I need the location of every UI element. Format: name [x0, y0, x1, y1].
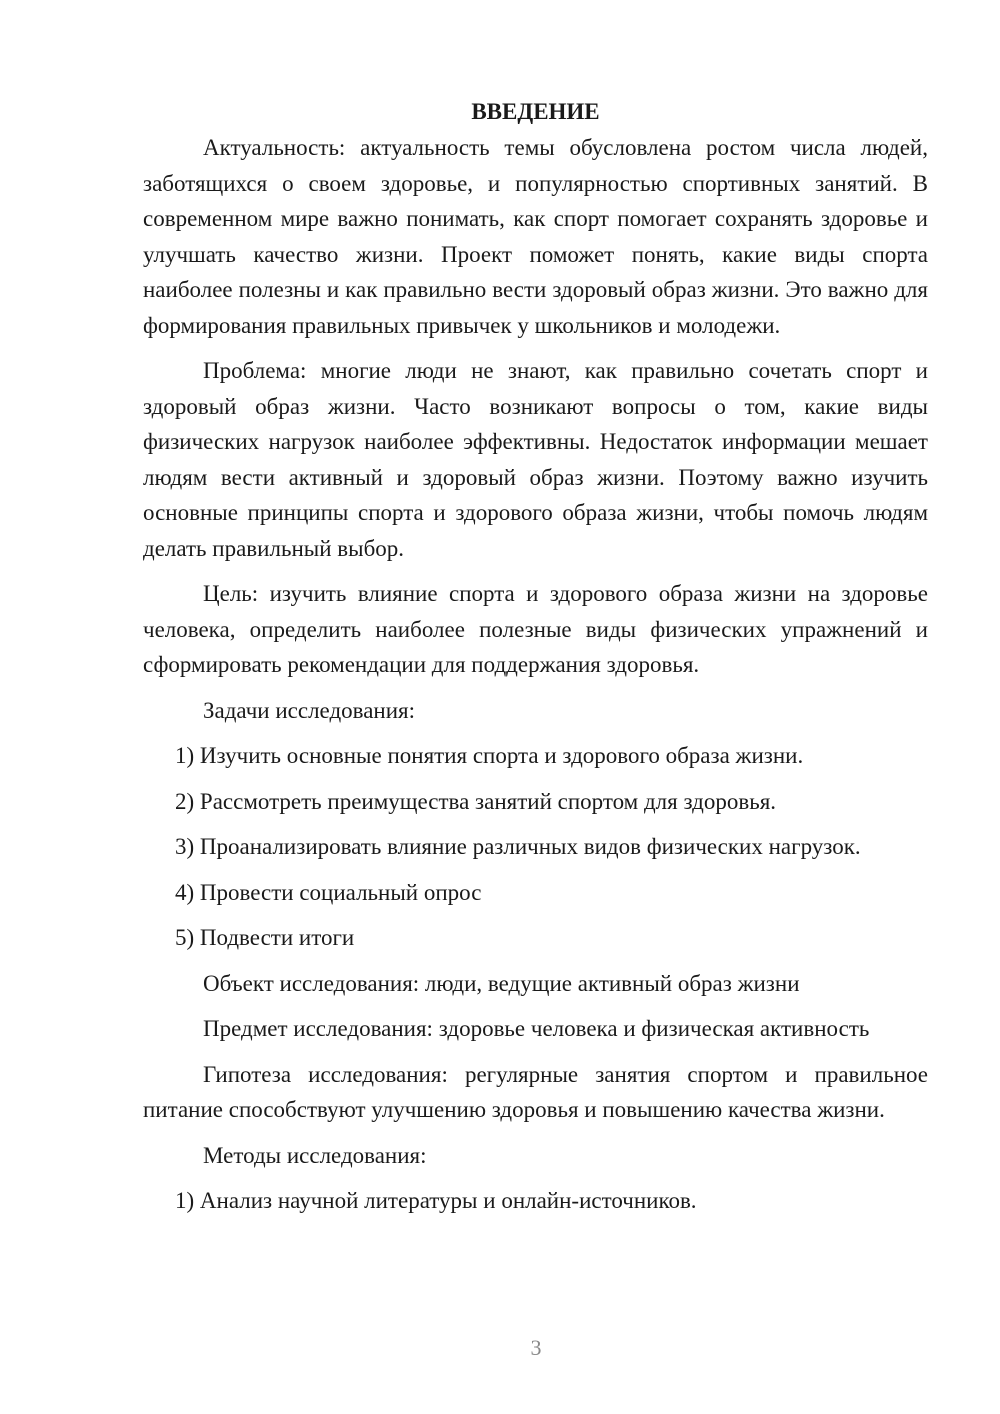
- tasks-list: [143, 738, 928, 956]
- page-number: 3: [530, 1335, 542, 1360]
- methods-list: [143, 1183, 928, 1219]
- task-item: 2) Рассмотреть преимущества занятий спортом для здоровья.: [175, 788, 777, 814]
- task-item: 4) Провести социальный опрос: [175, 879, 482, 905]
- tasks-heading: Задачи исследования:: [203, 697, 416, 723]
- research-object: Объект исследования: люди, ведущие активный образ жизни: [203, 970, 800, 996]
- task-item: 5) Подвести итоги: [175, 925, 355, 950]
- research-subject: Предмет исследования: здоровье человека и физическая активность: [203, 1016, 870, 1041]
- task-item: 1) Изучить основные понятия спорта и здорового образа жизни.: [175, 743, 804, 768]
- method-item: 1) Анализ научной литературы и онлайн-источников.: [175, 1188, 697, 1213]
- paragraph-goal: Цель: изучить влияние спорта и здорового образа жизни на здоровье человека, определить наиболее полезные виды физических упражнений и сформировать рекомендации для поддержания здоровья.: [143, 581, 928, 677]
- page-content: [143, 94, 928, 1219]
- paragraph-relevance: Актуальность: актуальность темы обусловлена ростом числа людей, заботящихся о своем здоровье, и популярностью спортивных занятий. В современном мире важно понимать, как спорт помогает сохранять здоровье и улучшать качество жизни. Проект поможет понять, какие виды спорта наиболее полезны и как правильно вести здоровый образ жизни. Это важно для формирования правильных привычек у школьников и молодежи.: [143, 135, 928, 338]
- paragraph-problem: Проблема: многие люди не знают, как правильно сочетать спорт и здоровый образ жизни. Часто возникают вопросы о том, какие виды физических нагрузок наиболее эффективны. Недостаток информации мешает людям вести активный и здоровый образ жизни. Поэтому важно изучить основные принципы спорта и здорового образа жизни, чтобы помочь людям делать правильный выбор.: [143, 358, 928, 561]
- methods-heading: Методы исследования:: [203, 1142, 427, 1168]
- task-item: 3) Проанализировать влияние различных видов физических нагрузок.: [175, 834, 861, 859]
- research-hypothesis: Гипотеза исследования: регулярные занятия спортом и правильное питание способствуют улучшению здоровья и повышению качества жизни.: [143, 1061, 928, 1122]
- section-title: ВВЕДЕНИЕ: [471, 99, 600, 124]
- page-number-footer: [0, 1330, 1000, 1366]
